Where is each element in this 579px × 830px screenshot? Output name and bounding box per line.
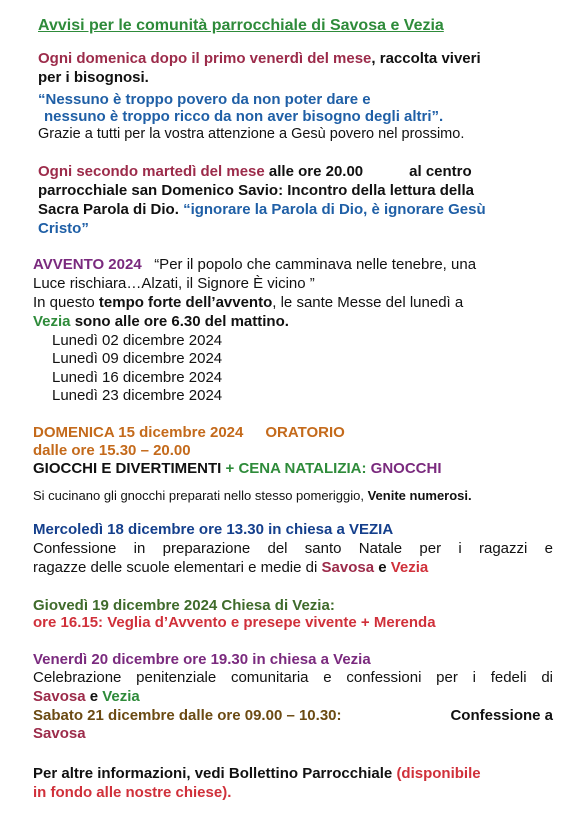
s5-vezia: Vezia bbox=[390, 559, 429, 576]
s5-line2: Confessione in preparazione del santo Natale per i ragazzi e bbox=[33, 540, 553, 557]
s1-line1-a: Ogni domenica dopo il primo venerdì del mese bbox=[38, 50, 372, 67]
s2-line4: Cristo” bbox=[38, 220, 89, 237]
s5-and: e bbox=[378, 559, 387, 576]
s2-line1 bbox=[38, 163, 472, 180]
s5-savosa: Savosa bbox=[321, 559, 375, 576]
s3-vezia: Vezia bbox=[33, 313, 71, 330]
s8-line1 bbox=[33, 765, 481, 782]
s7-line3 bbox=[33, 688, 140, 705]
s1-quote1: “Nessuno è troppo povero da non poter dare e bbox=[38, 91, 371, 108]
s2-line1-a: Ogni secondo martedì del mese bbox=[38, 163, 265, 180]
s6-head: Giovedì 19 dicembre 2024 Chiesa di Vezia: bbox=[33, 597, 335, 614]
s5-text: ragazze delle scuole elementari e medie di bbox=[33, 559, 318, 576]
s4-gnocchi: GNOCCHI bbox=[370, 460, 442, 477]
s6-line2: ore 16.15: Veglia d’Avvento e presepe vivente + Merenda bbox=[33, 614, 436, 631]
s7-head: Venerdì 20 dicembre ore 19.30 in chiesa a Vezia bbox=[33, 651, 371, 668]
s3-head: AVVENTO 2024 bbox=[33, 256, 142, 273]
s2-line3-a: Sacra Parola di Dio. bbox=[38, 201, 179, 218]
s4-line3 bbox=[33, 460, 442, 477]
s1-line1 bbox=[38, 50, 481, 67]
s3-date-3: Lunedì 16 dicembre 2024 bbox=[52, 369, 223, 386]
s5-head: Mercoledì 18 dicembre ore 13.30 in chiesa a VEZIA bbox=[33, 521, 394, 538]
s1-line1-b: , raccolta viveri bbox=[371, 50, 481, 67]
s3-line1 bbox=[33, 256, 476, 273]
s3-date-2: Lunedì 09 dicembre 2024 bbox=[52, 350, 223, 367]
s3-date-1: Lunedì 02 dicembre 2024 bbox=[52, 332, 223, 349]
s1-thanks: Grazie a tutti per la vostra attenzione a Gesù povero nel prossimo. bbox=[38, 126, 465, 142]
s2-line1-b: alle ore 20.00 bbox=[268, 163, 364, 180]
s2-line3 bbox=[38, 201, 486, 218]
s4-oratorio: ORATORIO bbox=[265, 424, 345, 441]
s7-savosa: Savosa bbox=[33, 688, 86, 705]
s3-quote2: Luce rischiara…Alzati, il Signore È vicino ” bbox=[33, 275, 315, 292]
s7-line4 bbox=[33, 707, 553, 724]
s8-info: Per altre informazioni, vedi Bollettino Parrocchiale bbox=[33, 765, 393, 782]
s7-saturday: Sabato 21 dicembre dalle ore 09.00 – 10.30: bbox=[33, 707, 342, 724]
s7-line2: Celebrazione penitenziale comunitaria e confessioni per i fedeli di bbox=[33, 669, 553, 686]
s8-available: (disponibile bbox=[396, 765, 481, 782]
s4-welcome: Venite numerosi. bbox=[367, 488, 472, 503]
s4-line4 bbox=[33, 487, 472, 504]
s3-quote1: “Per il popolo che camminava nelle tenebre, una bbox=[154, 256, 477, 273]
s8-line2: in fondo alle nostre chiese). bbox=[33, 784, 232, 801]
s3-line4 bbox=[33, 313, 289, 330]
s3-p1a: In questo bbox=[33, 294, 95, 311]
s3-p1c: , le sante Messe del lunedì a bbox=[272, 294, 464, 311]
s2-line1-c: al centro bbox=[409, 163, 472, 180]
s7-and: e bbox=[89, 688, 99, 705]
s4-time: dalle ore 15.30 – 20.00 bbox=[33, 442, 191, 459]
s7-confession: Confessione a bbox=[450, 707, 553, 724]
s4-date: DOMENICA 15 dicembre 2024 bbox=[33, 424, 244, 441]
s4-line1 bbox=[33, 424, 345, 441]
page-title: Avvisi per le comunità parrocchiale di Savosa e Vezia bbox=[38, 17, 444, 34]
s7-vezia: Vezia bbox=[102, 688, 140, 705]
s5-line3 bbox=[33, 559, 428, 576]
s3-p1b: tempo forte dell’avvento bbox=[98, 294, 273, 311]
s4-dinner: + CENA NATALIZIA: bbox=[225, 460, 367, 477]
s3-line3 bbox=[33, 294, 463, 311]
s2-line2: parrocchiale san Domenico Savio: Incontro della lettura della bbox=[38, 182, 474, 199]
s1-line2: per i bisognosi. bbox=[38, 69, 149, 86]
s4-note: Si cucinano gli gnocchi preparati nello stesso pomeriggio, bbox=[33, 488, 364, 503]
s1-quote2: nessuno è troppo ricco da non aver bisogno degli altri”. bbox=[44, 108, 444, 125]
s2-line3-b: “ignorare la Parola di Dio, è ignorare Gesù bbox=[183, 201, 486, 218]
s7-line5: Savosa bbox=[33, 725, 86, 742]
s3-p2b: sono alle ore 6.30 del mattino. bbox=[74, 313, 289, 330]
s4-games: GIOCCHI E DIVERTIMENTI bbox=[33, 460, 222, 477]
s3-date-4: Lunedì 23 dicembre 2024 bbox=[52, 387, 223, 404]
